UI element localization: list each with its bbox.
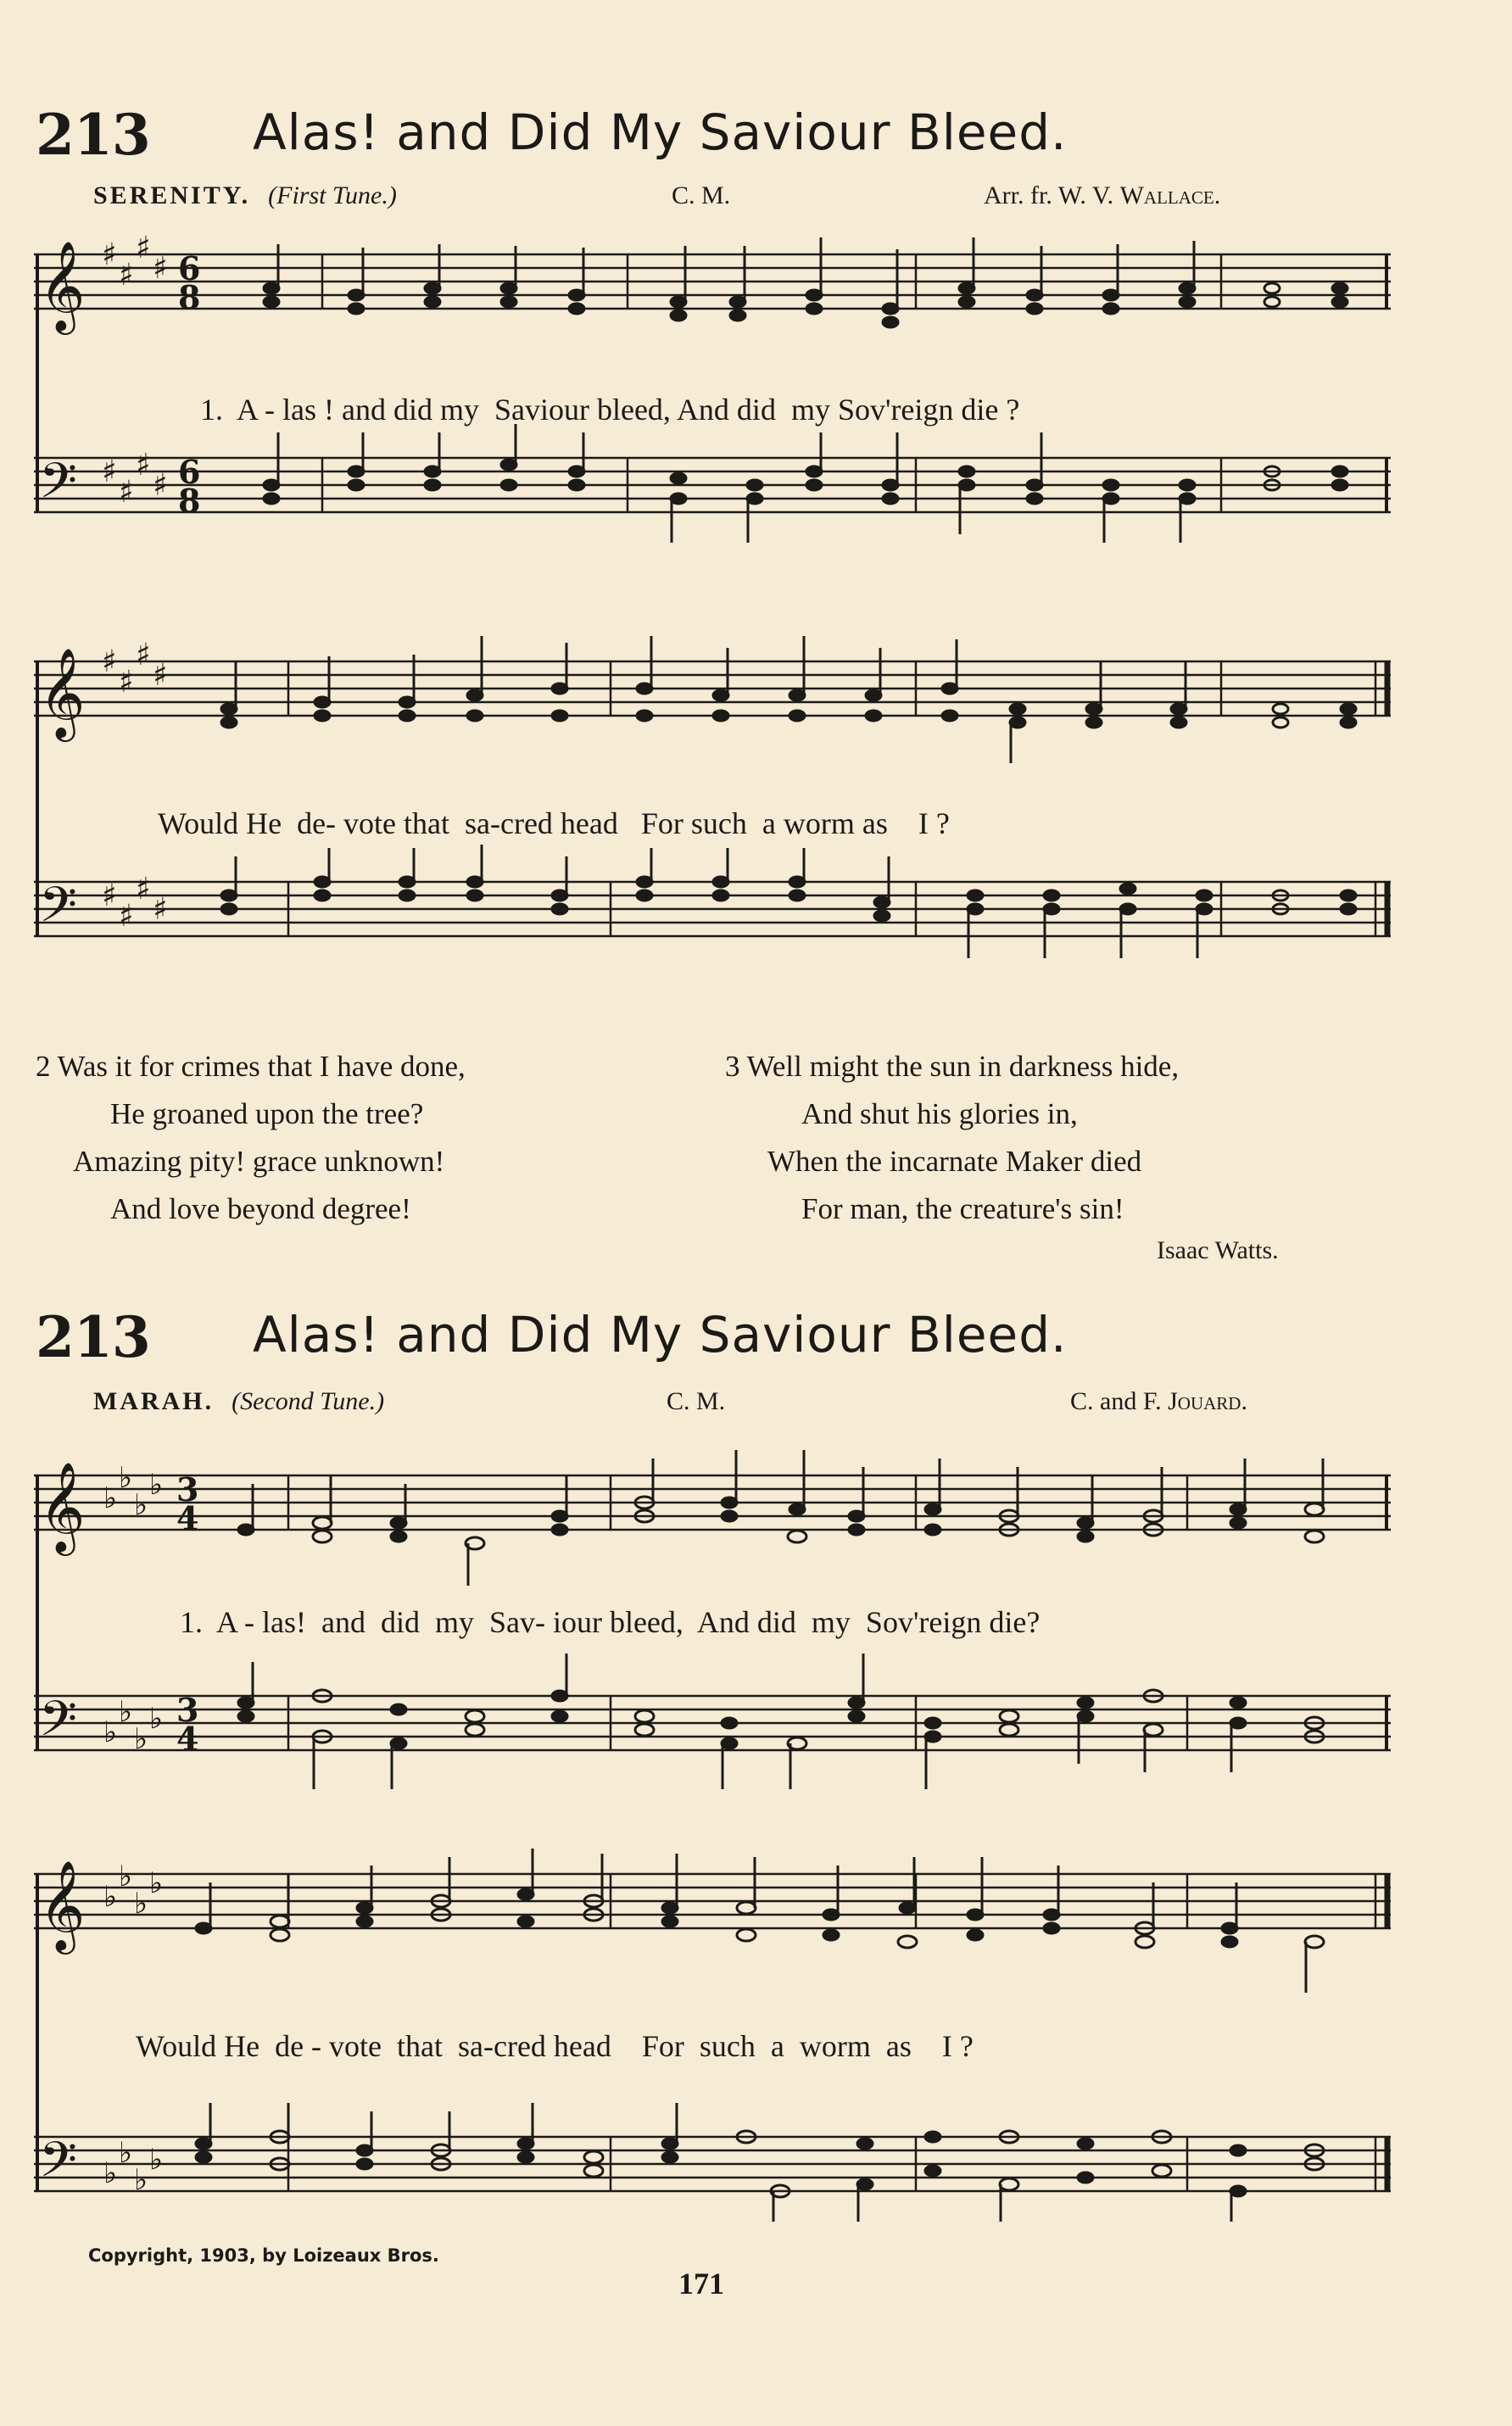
time-signature-top: 6 [178,453,201,491]
bass-clef-icon: 𝄢 [39,876,78,945]
tune-note: (First Tune.) [268,181,397,209]
verse-line: And love beyond degree! [110,1192,411,1225]
treble-clef-icon: 𝄞 [39,240,86,331]
time-signature-bottom: 8 [178,482,201,520]
arranger-prefix: Arr. fr. W. V. [984,181,1120,209]
treble-clef-icon: 𝄞 [39,1860,86,1950]
hymn-number: 213 [36,1304,150,1370]
sharp-icon: ♯ [153,658,168,693]
bass-clef-icon: 𝄢 [39,1690,78,1760]
time-signature-top: 6 [178,249,201,287]
meter: C. M. [667,1387,726,1415]
flat-icon: ♭ [103,2156,118,2190]
sharp-icon: ♯ [136,638,151,672]
copyright-notice: Copyright, 1903, by Loizeaux Bros. [88,2245,439,2266]
flat-icon: ♭ [119,1461,133,1495]
author: Isaac Watts. [1157,1236,1279,1264]
time-signature-top: 3 [176,1470,199,1509]
bass-clef-icon: 𝄢 [39,2131,78,2200]
verse-line: And shut his glories in, [801,1097,1078,1130]
flat-icon: ♭ [119,2136,133,2170]
page-number: 171 [678,2267,724,2301]
composer-credit [1070,1387,1247,1416]
flat-icon: ♭ [103,1880,118,1914]
sharp-icon: ♯ [136,231,151,265]
flat-icon: ♭ [134,1488,148,1522]
flat-icon: ♭ [149,1468,164,1502]
time-signature-bottom: 4 [176,1720,199,1758]
verse-line: For man, the creature's sin! [801,1192,1124,1225]
flat-icon: ♭ [119,1860,133,1893]
composer-name: Jouard. [1168,1387,1247,1415]
composer-prefix: C. and F. [1070,1387,1169,1415]
tune-name [93,1387,384,1416]
sharp-icon: ♯ [119,258,134,293]
tune-name-text: MARAH. [93,1387,215,1415]
flat-icon: ♭ [134,1722,148,1756]
flat-icon: ♭ [119,1695,133,1729]
sharp-icon: ♯ [153,251,168,286]
sharp-icon: ♯ [102,455,117,489]
flat-icon: ♭ [103,1481,118,1515]
sharp-icon: ♯ [136,872,151,906]
hymn-number: 213 [36,102,150,168]
sharp-icon: ♯ [136,448,151,482]
sharp-icon: ♯ [119,475,134,510]
hymn-title: Alas! and Did My Saviour Bleed. [253,1306,1068,1364]
bass-clef-icon: 𝄢 [39,452,78,521]
verse-line: When the incarnate Maker died [767,1145,1142,1178]
flat-icon: ♭ [134,2163,148,2197]
sharp-icon: ♯ [119,899,134,934]
flat-icon: ♭ [149,2143,164,2177]
sharp-icon: ♯ [119,665,134,700]
verse-line: 3 Well might the sun in darkness hide, [725,1050,1180,1083]
flat-icon: ♭ [149,1702,164,1736]
verse-line: 2 Was it for crimes that I have done, [36,1050,466,1083]
verse-3 [725,1043,1179,1233]
sharp-icon: ♯ [153,468,168,503]
arranger-name: Wallace. [1119,181,1221,209]
tune-name-text: SERENITY. [93,181,251,209]
verse-line: He groaned upon the tree? [110,1097,424,1130]
sharp-icon: ♯ [102,237,117,272]
lyric-line-1: 1. A - las ! and did my Saviour bleed, And did my Sov'reign die ? [200,393,1020,427]
meter: C. M. [672,181,731,209]
time-signature-bottom: 4 [176,1499,199,1537]
lyric-line-2: Would He de - vote that sa-cred head For such a worm as I ? [136,2029,974,2063]
lyric-line-2: Would He de- vote that sa-cred head For such a worm as I ? [158,806,950,840]
verse-2 [36,1043,466,1233]
treble-clef-icon: 𝄞 [39,1461,86,1552]
time-signature-top: 3 [176,1691,199,1729]
treble-clef-icon: 𝄞 [39,647,86,738]
verse-line: Amazing pity! grace unknown! [73,1145,445,1178]
hymn-title: Alas! and Did My Saviour Bleed. [253,103,1068,161]
tune-name [93,181,397,210]
arranger-credit [984,181,1220,210]
sharp-icon: ♯ [102,644,117,679]
flat-icon: ♭ [149,1866,164,1900]
flat-icon: ♭ [103,1715,118,1749]
flat-icon: ♭ [134,1887,148,1921]
time-signature-bottom: 8 [178,278,201,316]
notes [264,237,1347,543]
sharp-icon: ♯ [102,878,117,913]
sharp-icon: ♯ [153,892,168,927]
tune-note: (Second Tune.) [232,1387,385,1415]
lyric-line-1: 1. A - las! and did my Sav- iour bleed, And did my Sov'reign die? [180,1605,1041,1639]
